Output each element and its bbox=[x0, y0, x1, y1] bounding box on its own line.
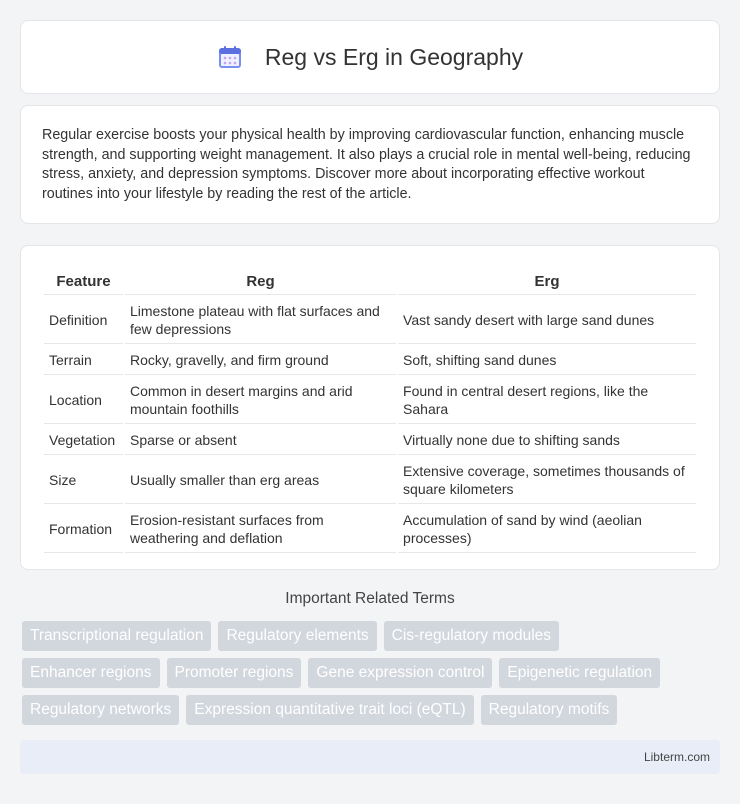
column-header-feature: Feature bbox=[44, 266, 123, 295]
tag-row bbox=[22, 621, 722, 651]
footer-brand-link[interactable]: Libterm.com bbox=[643, 750, 710, 764]
tag-row bbox=[22, 658, 722, 688]
related-terms-tags bbox=[22, 621, 722, 732]
erg-cell: Vast sandy desert with large sand dunes bbox=[398, 297, 696, 344]
table-row bbox=[44, 297, 696, 344]
reg-cell: Erosion-resistant surfaces from weathering and deflation bbox=[125, 506, 396, 553]
reg-cell: Common in desert margins and arid mountain foothills bbox=[125, 377, 396, 424]
table-row bbox=[44, 346, 696, 375]
tag-epigenetic-regulation[interactable]: Epigenetic regulation bbox=[499, 658, 660, 688]
reg-cell: Rocky, gravelly, and firm ground bbox=[125, 346, 396, 375]
comparison-table bbox=[42, 264, 698, 555]
tag-transcriptional-regulation[interactable]: Transcriptional regulation bbox=[22, 621, 211, 651]
tag-regulatory-motifs[interactable]: Regulatory motifs bbox=[481, 695, 618, 725]
table-row bbox=[44, 426, 696, 455]
calendar-icon bbox=[217, 44, 243, 70]
feature-cell: Terrain bbox=[44, 346, 123, 375]
comparison-table-card bbox=[20, 245, 720, 570]
reg-cell: Usually smaller than erg areas bbox=[125, 457, 396, 504]
related-terms-title: Important Related Terms bbox=[285, 590, 455, 607]
feature-cell: Vegetation bbox=[44, 426, 123, 455]
column-header-reg: Reg bbox=[125, 266, 396, 295]
erg-cell: Virtually none due to shifting sands bbox=[398, 426, 696, 455]
intro-card bbox=[20, 105, 720, 224]
tag-cis-regulatory-modules[interactable]: Cis-regulatory modules bbox=[384, 621, 559, 651]
intro-text: Regular exercise boosts your physical health by improving cardiovascular function, enhancing muscle strength, and supporting weight management. It also plays a crucial role in mental well-being, reducing stress, anxiety, and depression symptoms. Discover more about incorporating effective workout routines into your lifestyle by reading the rest of the article. bbox=[42, 127, 691, 202]
table-row bbox=[44, 506, 696, 553]
table-header-row bbox=[44, 266, 696, 295]
feature-cell: Location bbox=[44, 377, 123, 424]
erg-cell: Soft, shifting sand dunes bbox=[398, 346, 696, 375]
feature-cell: Size bbox=[44, 457, 123, 504]
tag-promoter-regions[interactable]: Promoter regions bbox=[167, 658, 302, 688]
footer bbox=[20, 740, 720, 774]
tag-enhancer-regions[interactable]: Enhancer regions bbox=[22, 658, 160, 688]
erg-cell: Found in central desert regions, like the Sahara bbox=[398, 377, 696, 424]
erg-cell: Accumulation of sand by wind (aeolian processes) bbox=[398, 506, 696, 553]
page-title: Reg vs Erg in Geography bbox=[264, 43, 524, 70]
header-card bbox=[20, 20, 720, 94]
reg-cell: Limestone plateau with flat surfaces and few depressions bbox=[125, 297, 396, 344]
tag-row bbox=[22, 695, 722, 725]
erg-cell: Extensive coverage, sometimes thousands of square kilometers bbox=[398, 457, 696, 504]
feature-cell: Definition bbox=[44, 297, 123, 344]
table-row bbox=[44, 377, 696, 424]
tag-gene-expression-control[interactable]: Gene expression control bbox=[308, 658, 492, 688]
tag-regulatory-networks[interactable]: Regulatory networks bbox=[22, 695, 179, 725]
reg-cell: Sparse or absent bbox=[125, 426, 396, 455]
tag-regulatory-elements[interactable]: Regulatory elements bbox=[218, 621, 376, 651]
feature-cell: Formation bbox=[44, 506, 123, 553]
column-header-erg: Erg bbox=[398, 266, 696, 295]
table-row bbox=[44, 457, 696, 504]
tag-eqtl[interactable]: Expression quantitative trait loci (eQTL) bbox=[186, 695, 473, 725]
